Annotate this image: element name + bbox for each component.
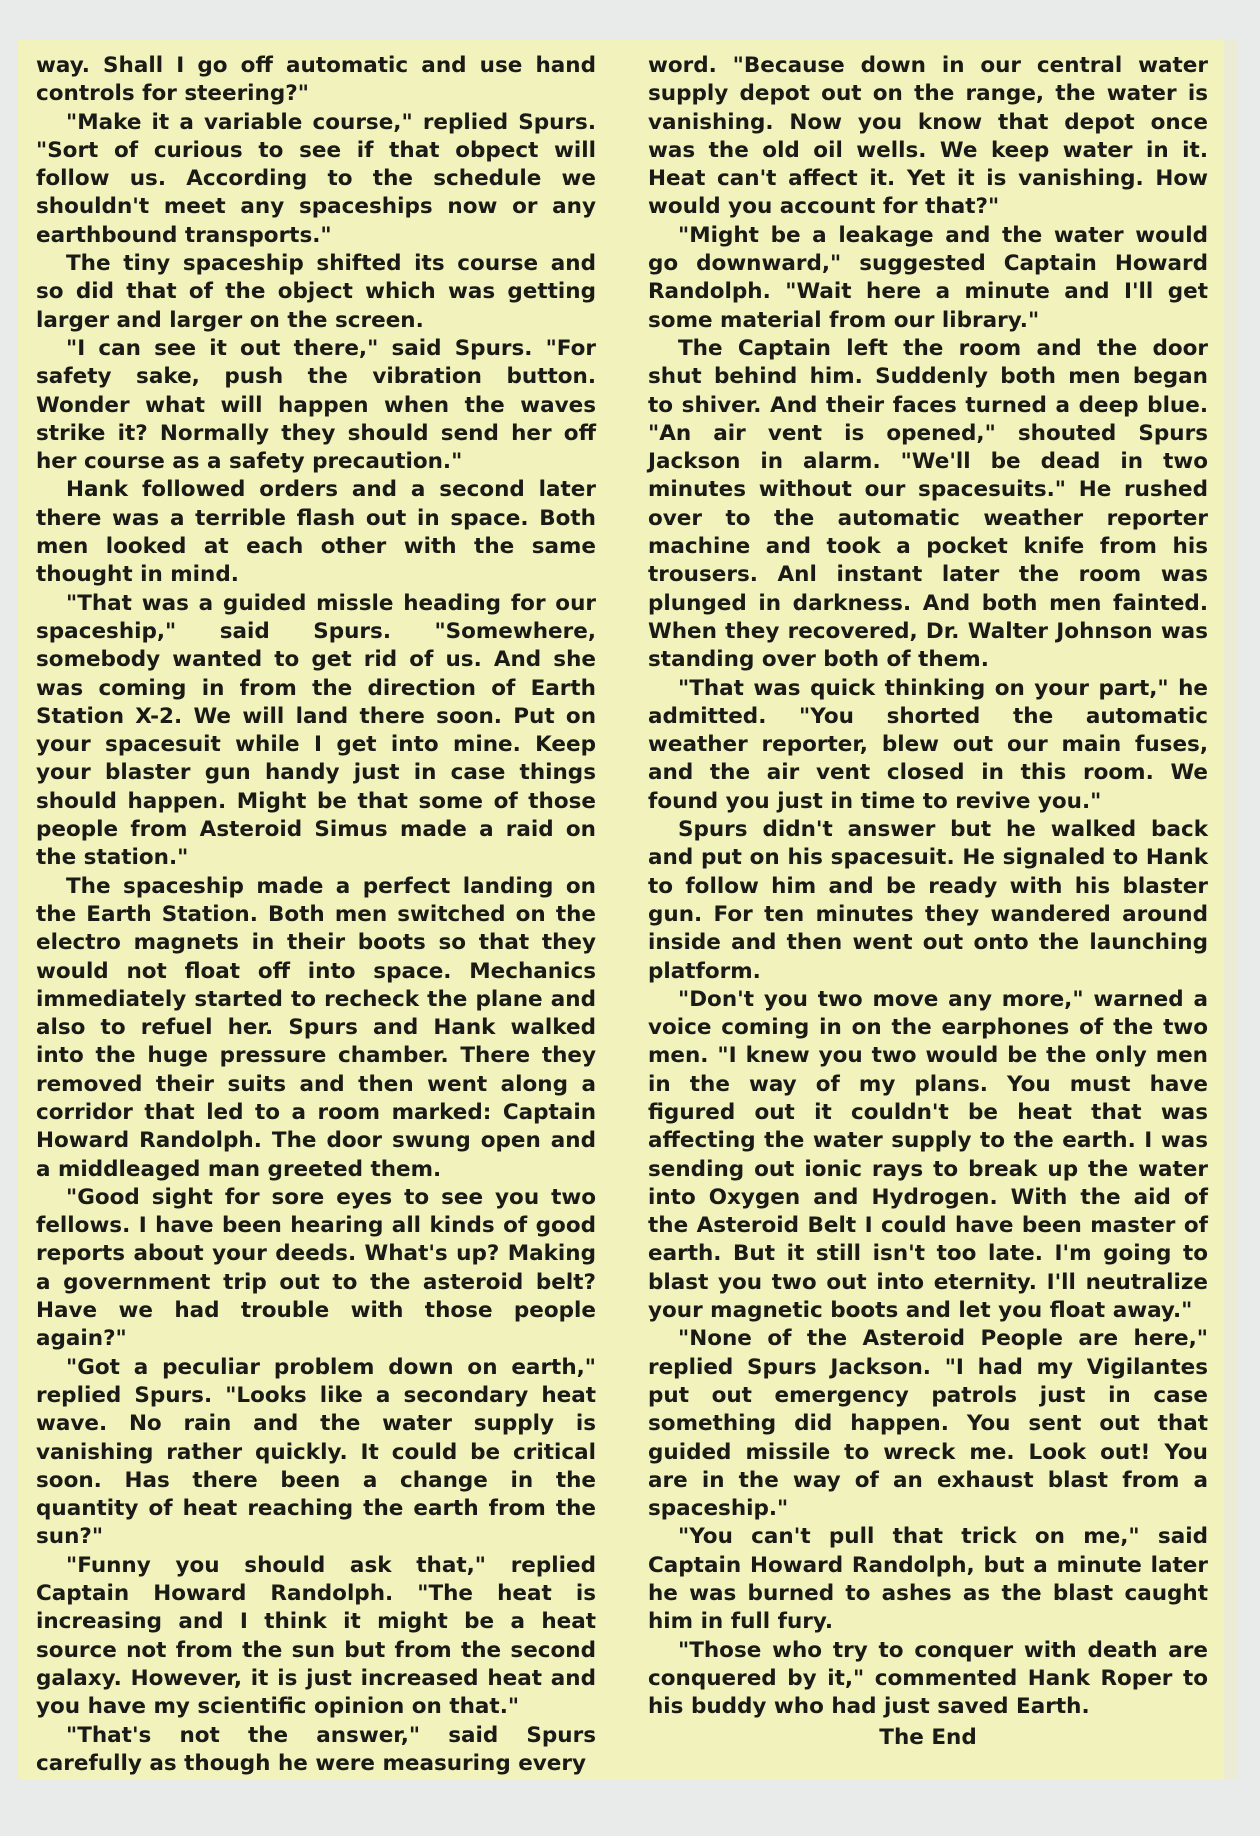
paragraph: "Good sight for sore eyes to see you two fellows. I have been hearing all kinds of good reports about your deeds. What's up? Making a government trip out to the asteroid belt? Have we had trouble with those people again?" [36,1184,596,1352]
paragraph: The tiny spaceship shifted its course and so did that of the object which was getting larger and larger on the screen. [36,251,596,333]
paragraph: "You can't pull that trick on me," said Captain Howard Randolph, but a minute later he was burned to ashes as the blast caught him in full fury. [648,1524,1208,1635]
paragraph: Spurs didn't answer but he walked back and put on his spacesuit. He signaled to Hank to follow him and be ready with his blaster gun. For ten minutes they wandered around inside and then went out onto the launching platform. [648,817,1208,984]
paragraph: "Funny you should ask that," replied Captain Howard Randolph. "The heat is increasing and I think it might be a heat source not from the sun but from the second galaxy. However, it is just increased heat and you have my scientific opinion on that." [36,1552,596,1720]
paragraph: "None of the Asteroid People are here," replied Spurs Jackson. "I had my Vigilantes put out emergency patrols just in case something did happen. You sent out that guided missile to wreck me. Look out! You are in the way of an exhaust blast from a spaceship." [648,1326,1208,1522]
paragraph: "Got a peculiar problem down on earth," replied Spurs. "Looks like a secondary heat wave. No rain and the water supply is vanishing rather quickly. It could be critical soon. Has there been a change in the quantity of heat reaching the earth from the sun?" [36,1354,596,1550]
right-column [648,52,1208,1752]
paragraph: "That was a guided missle heading for our spaceship," said Spurs. "Somewhere, somebody wanted to get rid of us. And she was coming in from the direction of Earth Station X-2. We will land there soon. Put on your spacesuit while I get into mine. Keep your blaster gun handy just in case things should happen. Might be that some of those people from Asteroid Simus made a raid on the station." [36,590,596,871]
paragraph: "Might be a leakage and the water would go downward," suggested Captain Howard Randolph. "Wait here a minute and I'll get some material from our library." [648,222,1208,333]
paragraph: "Don't you two move any more," warned a voice coming in on the earphones of the two men. "I knew you two would be the only men in the way of my plans. You must have figured out it couldn't be heat that was affecting the water supply to the earth. I was sending out ionic rays to break up the water into Oxygen and Hydrogen. With the aid of the Asteroid Belt I could have been master of earth. But it still isn't too late. I'm going to blast you two out into eternity. I'll neutralize your magnetic boots and let you float away." [648,986,1208,1324]
paragraph: "That was quick thinking on your part," he admitted. "You shorted the automatic weather reporter, blew out our main fuses, and the air vent closed in this room. We found you just in time to revive you." [648,675,1208,814]
paragraph: The spaceship made a perfect landing on the Earth Station. Both men switched on the electro magnets in their boots so that they would not float off into space. Mechanics immediately started to recheck the plane and also to refuel her. Spurs and Hank walked into the huge pressure chamber. There they removed their suits and then went along a corridor that led to a room marked: Captain Howard Randolph. The door swung open and a middleaged man greeted them. [36,873,596,1182]
paragraph: "Make it a variable course," replied Spurs. "Sort of curious to see if that obpect will follow us. According to the schedule we shouldn't meet any spaceships now or any earthbound transports." [36,109,596,248]
end-label: The End [879,1724,977,1750]
paragraph: The Captain left the room and the door shut behind him. Suddenly both men began to shiver. And their faces turned a deep blue. "An air vent is opened," shouted Spurs Jackson in alarm. "We'll be dead in two minutes without our spacesuits." He rushed over to the automatic weather reporter machine and took a pocket knife from his trousers. Anl instant later the room was plunged in darkness. And both men fainted. When they recovered, Dr. Walter Johnson was standing over both of them. [648,335,1208,673]
paragraph: Hank followed orders and a second later there was a terrible flash out in space. Both men looked at each other with the same thought in mind. [36,477,596,588]
paragraph: word. "Because down in our central water supply depot out on the range, the water is vanishing. Now you know that depot once was the old oil wells. We keep water in it. Heat can't affect it. Yet it is vanishing. How would you account for that?" [648,53,1208,220]
paragraph: "Those who try to conquer with death are conquered by it," commented Hank Roper to his buddy who had just saved Earth. [648,1637,1208,1720]
left-column [36,52,596,1778]
paragraph: "That's not the answer," said Spurs carefully as though he were measuring every [36,1722,596,1776]
story-page [18,40,1228,1780]
paragraph: way. Shall I go off automatic and use hand controls for steering?" [36,53,596,107]
paragraph: "I can see it out there," said Spurs. "For safety sake, push the vibration button. Wonder what will happen when the waves strike it? Normally they should send her off her course as a safety precaution." [36,335,596,475]
